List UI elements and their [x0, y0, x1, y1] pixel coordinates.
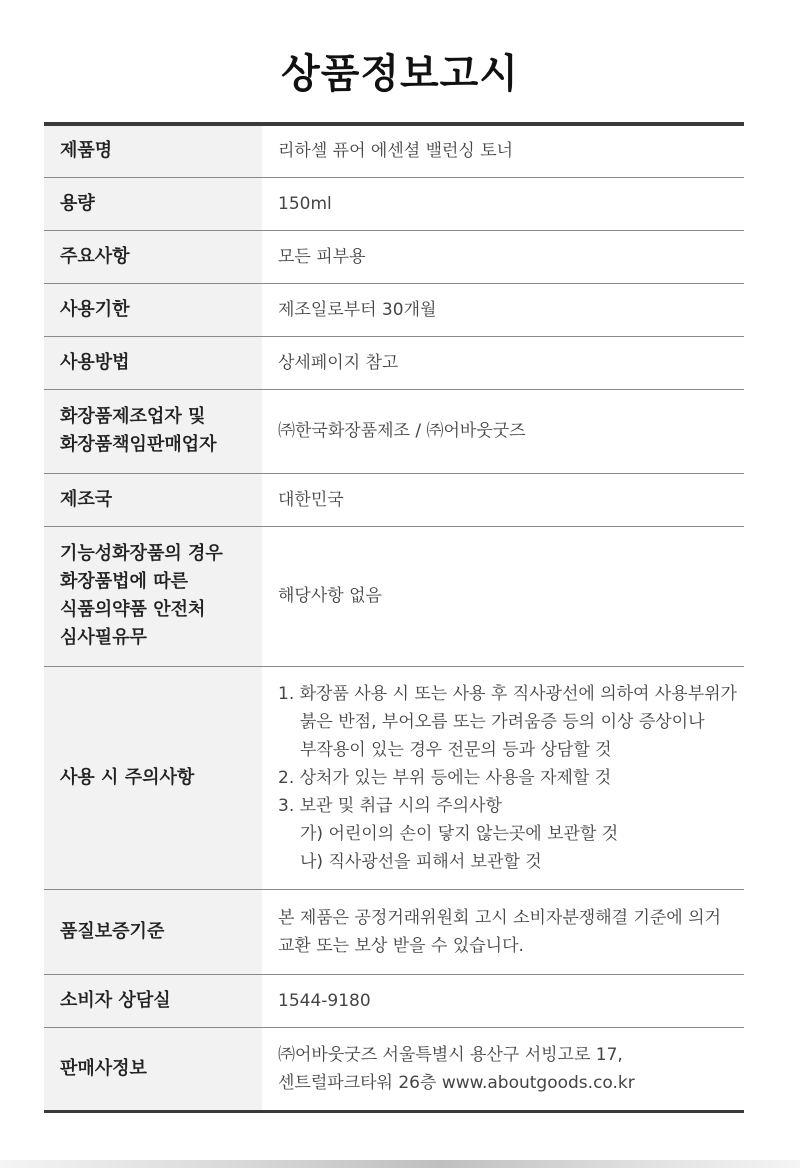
row-value-text: 붉은 반점, 부어오름 또는 가려움증 등의 이상 증상이나: [300, 711, 705, 732]
row-value-text: 3. 보관 및 취급 시의 주의사항: [278, 795, 502, 816]
row-label: [44, 1027, 262, 1111]
row-value: [262, 389, 744, 473]
row-value: [262, 124, 744, 177]
row-label: [44, 666, 262, 889]
row-label: [44, 177, 262, 230]
row-label-text: 품질보증기준: [60, 920, 165, 942]
row-value-text: 본 제품은 공정거래위원회 고시 소비자분쟁해결 기준에 의거: [278, 907, 721, 928]
page-title: 상품정보고시: [281, 51, 519, 97]
row-value-text: 나) 직사광선을 피해서 보관할 것: [300, 851, 542, 872]
row-label-text: 제품명: [60, 140, 113, 162]
row-label: [44, 124, 262, 177]
row-value-text: 가) 어린이의 손이 닿지 않는곳에 보관할 것: [300, 823, 619, 844]
row-value-text: 모든 피부용: [278, 246, 366, 267]
row-value: [262, 283, 744, 336]
table-row: [44, 473, 744, 526]
row-label-text: 기능성화장품의 경우: [60, 543, 223, 564]
product-info-table: [44, 122, 744, 1113]
row-value-text: ㈜어바웃굿즈 서울특별시 용산구 서빙고로 17,: [278, 1044, 623, 1065]
row-label: [44, 473, 262, 526]
row-value: [262, 230, 744, 283]
row-value-text: 해당사항 없음: [278, 586, 382, 606]
row-label: [44, 526, 262, 666]
table-row: [44, 389, 744, 473]
row-value: [262, 889, 744, 974]
row-value: [262, 336, 744, 389]
table-row: [44, 124, 744, 177]
row-value: [262, 177, 744, 230]
row-label: [44, 889, 262, 974]
table-row: [44, 666, 744, 889]
table-row: [44, 336, 744, 389]
row-label: [44, 389, 262, 473]
row-label: [44, 230, 262, 283]
row-value-text: 교환 또는 보상 받을 수 있습니다.: [278, 935, 524, 956]
row-value-text: 부작용이 있는 경우 전문의 등과 상담할 것: [300, 739, 612, 760]
table-row: [44, 283, 744, 336]
table-row: [44, 1027, 744, 1111]
row-label-text: 소비자 상담실: [60, 989, 171, 1011]
row-label-text: 화장품제조업자 및: [60, 406, 206, 427]
table-row: [44, 230, 744, 283]
row-value-text: 제조일로부터 30개월: [278, 299, 437, 320]
row-label-text: 제조국: [60, 488, 113, 510]
row-label-text: 사용방법: [60, 351, 130, 373]
row-label-text: 용량: [60, 192, 95, 214]
row-value-text: 1544-9180: [278, 990, 371, 1011]
row-label-text: 사용기한: [60, 298, 130, 320]
row-value-text: 상세페이지 참고: [278, 352, 399, 373]
row-value-text: 센트럴파크타워 26층 www.aboutgoods.co.kr: [278, 1072, 635, 1093]
row-label-text: 사용 시 주의사항: [60, 766, 195, 788]
row-value: [262, 473, 744, 526]
row-label: [44, 283, 262, 336]
row-label-text: 심사필유무: [60, 627, 147, 648]
row-value: [262, 1027, 744, 1111]
row-label-text: 판매사정보: [60, 1057, 147, 1079]
table-row: [44, 889, 744, 974]
row-value-text: 2. 상처가 있는 부위 등에는 사용을 자제할 것: [278, 767, 612, 788]
row-label-text: 주요사항: [60, 245, 130, 267]
row-label-text: 화장품책임판매업자: [60, 434, 217, 455]
row-value: [262, 526, 744, 666]
row-label-text: 화장품법에 따른: [60, 571, 188, 592]
table-row: [44, 974, 744, 1027]
table-row: [44, 177, 744, 230]
row-label: [44, 974, 262, 1027]
row-value: [262, 666, 744, 889]
row-value-text: ㈜한국화장품제조 / ㈜어바웃굿즈: [278, 421, 526, 441]
table-row: [44, 526, 744, 666]
row-value-text: 150ml: [278, 193, 332, 214]
row-label: [44, 336, 262, 389]
bottom-shadow-divider: [0, 1160, 800, 1168]
row-value: [262, 974, 744, 1027]
row-value-text: 리하셀 퓨어 에센셜 밸런싱 토너: [278, 141, 514, 162]
row-label-text: 식품의약품 안전처: [60, 599, 206, 620]
row-value-text: 1. 화장품 사용 시 또는 사용 후 직사광선에 의하여 사용부위가: [278, 683, 737, 704]
row-value-text: 대한민국: [278, 489, 344, 510]
